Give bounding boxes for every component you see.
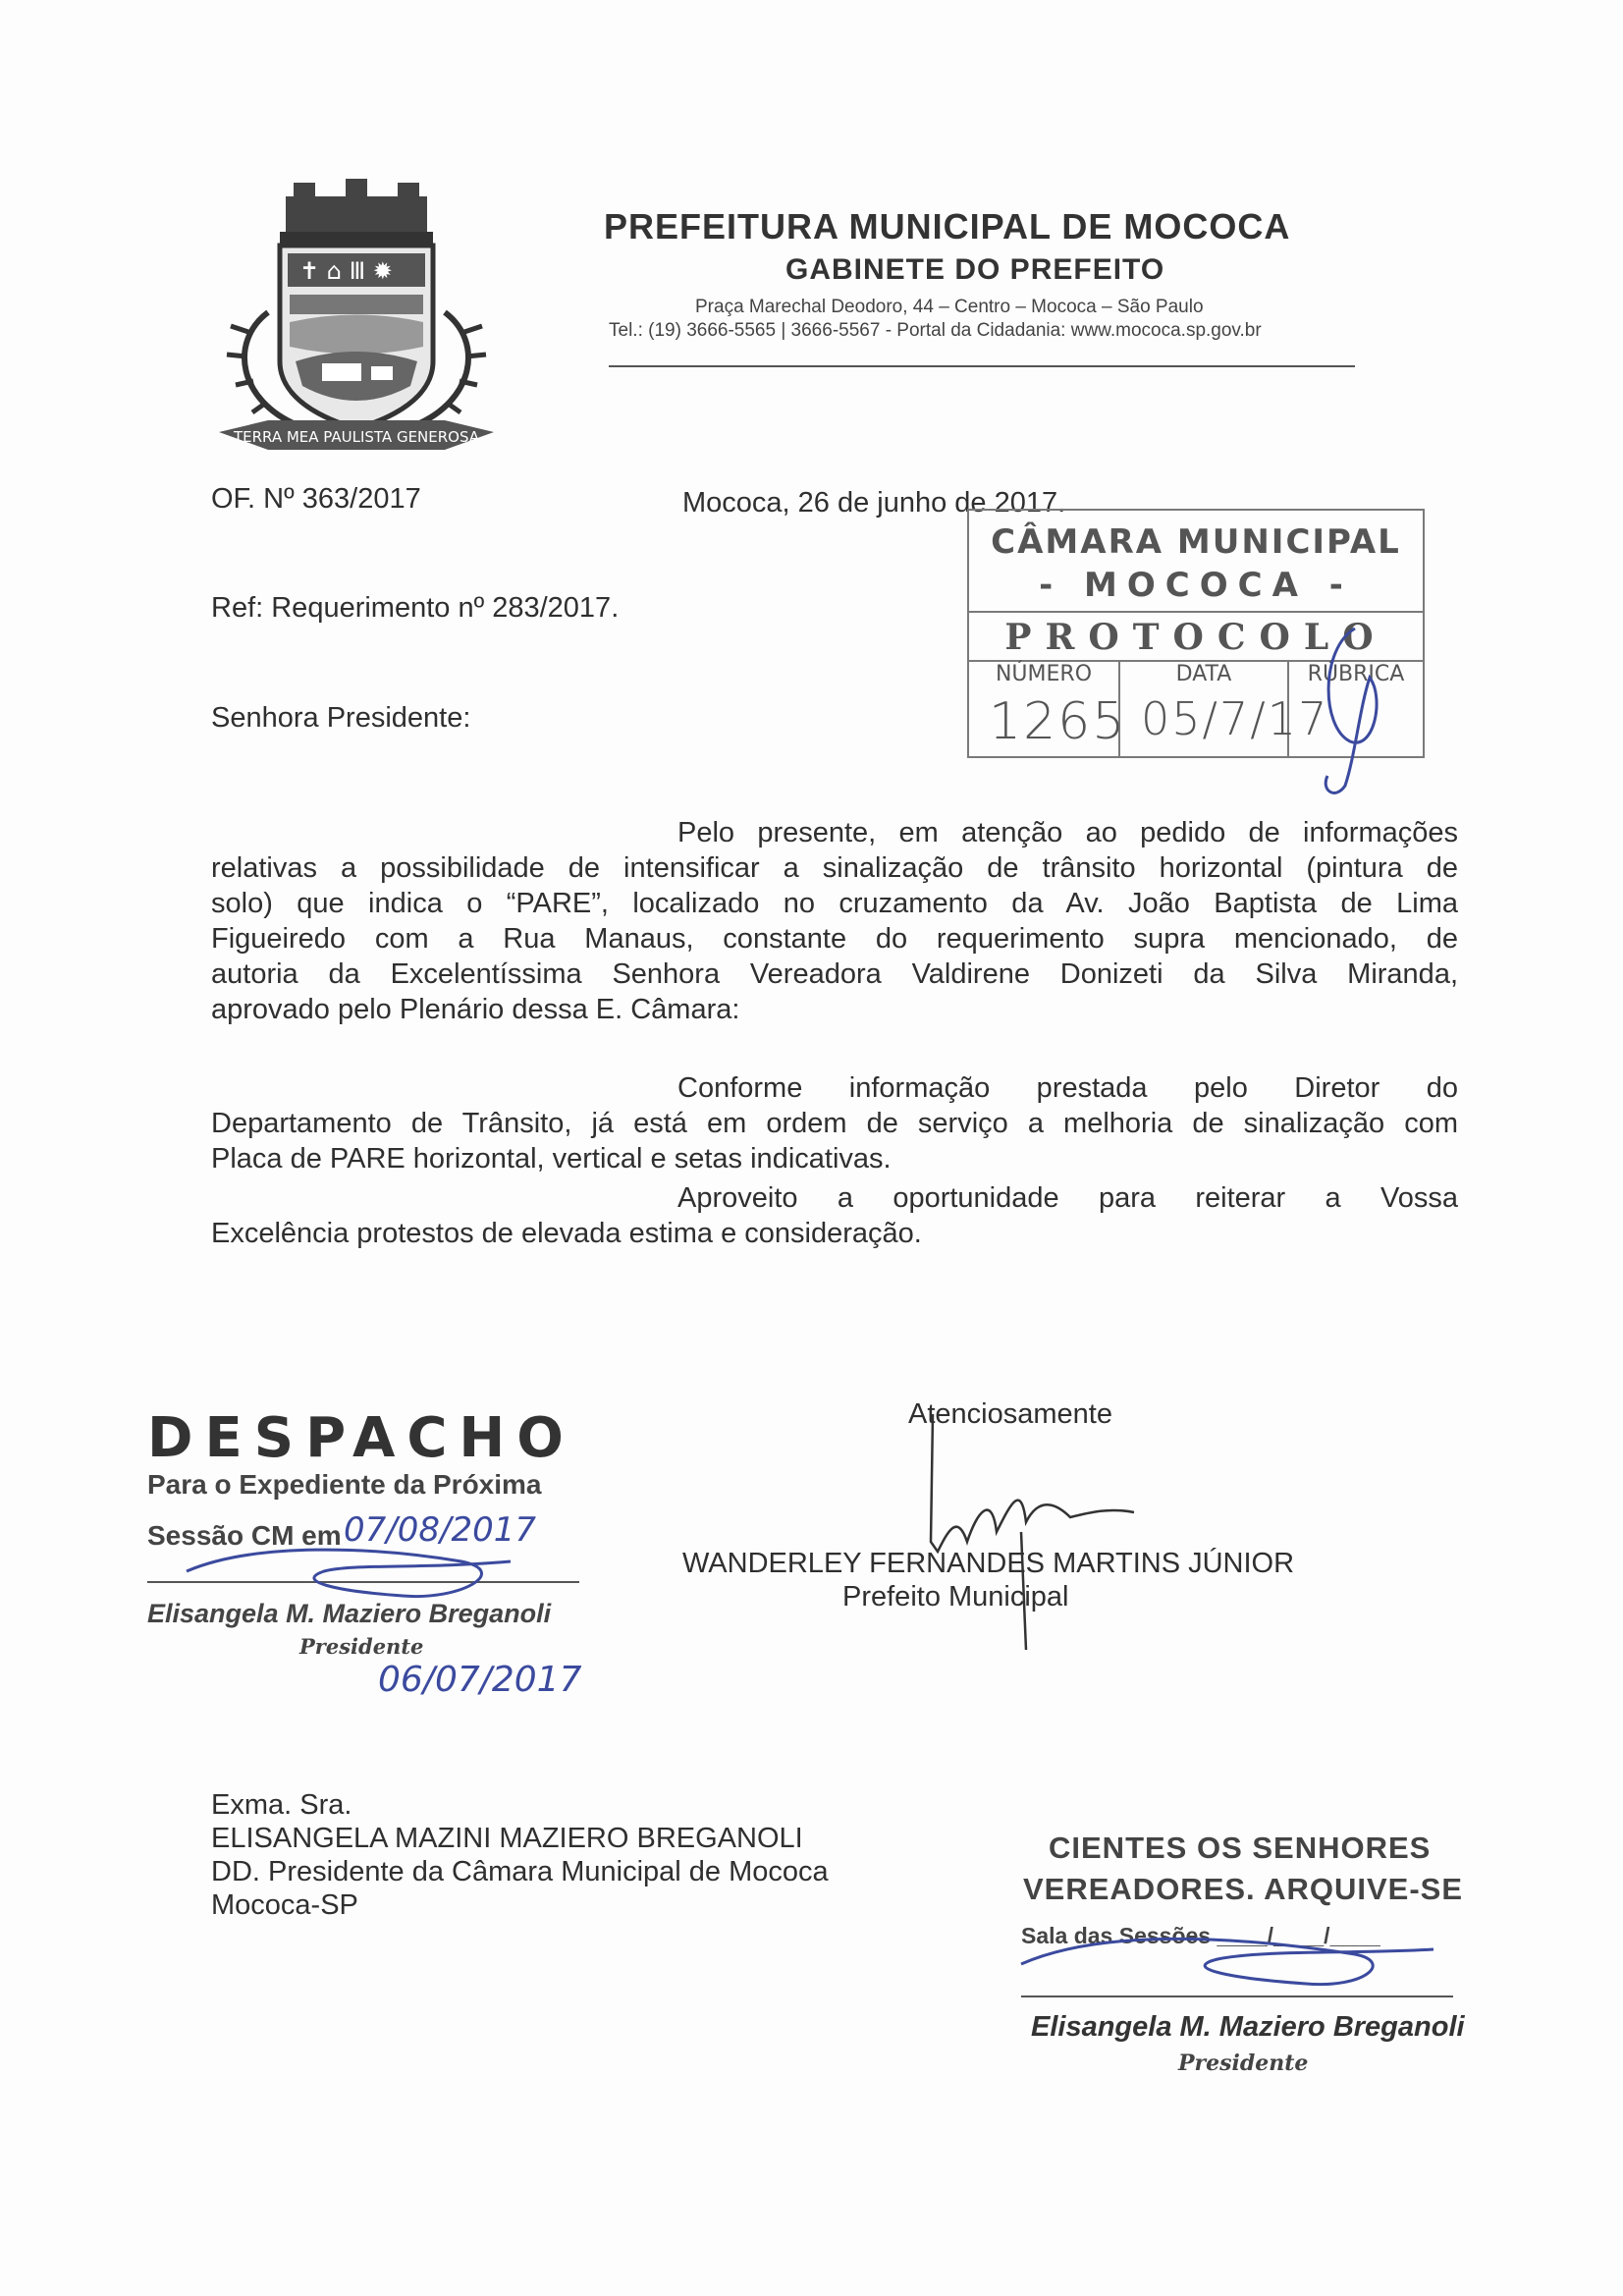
cientes-line1: CIENTES OS SENHORES — [1049, 1831, 1432, 1865]
stamp-chamber: CÂMARA MUNICIPAL — [991, 522, 1401, 562]
stamp-date-value: 05/7/17 — [1141, 692, 1329, 745]
header-title: PREFEITURA MUNICIPAL DE MOCOCA — [604, 206, 1291, 246]
despacho-session-date: 07/08/2017 — [344, 1510, 536, 1550]
recipient-line: DD. Presidente da Câmara Municipal de Mococa — [211, 1856, 829, 1887]
place-date: Mococa, 26 de junho de 2017. — [682, 487, 1066, 519]
cientes-signature — [1021, 1939, 1434, 1984]
letter-number: OF. Nº 363/2017 — [211, 483, 421, 515]
header-subtitle: GABINETE DO PREFEITO — [785, 253, 1165, 286]
stamp-col-date: DATA — [1120, 662, 1289, 756]
p2-line: Conforme informação prestada pelo Diretor do — [677, 1072, 1458, 1104]
p2-line: Departamento de Trânsito, já está em ordem de serviço a melhoria de sinalização com — [211, 1108, 1458, 1139]
cientes-name: Elisangela M. Maziero Breganoli — [1031, 2011, 1465, 2043]
closing: Atenciosamente — [908, 1398, 1112, 1430]
salutation: Senhora Presidente: — [211, 702, 471, 734]
p2-line: Placa de PARE horizontal, vertical e setas indicativas. — [211, 1143, 892, 1175]
p3-line: Aproveito a oportunidade para reiterar a Vossa — [677, 1182, 1458, 1214]
mayor-signature — [931, 1414, 1134, 1552]
stamp-protocol: PROTOCOLO — [1004, 617, 1387, 658]
p1-line: autoria da Excelentíssima Senhora Vereadora Valdirene Donizeti da Silva Miranda, — [211, 958, 1458, 990]
svg-text:✝ ⌂ Ⅲ ✹: ✝ ⌂ Ⅲ ✹ — [299, 257, 393, 285]
signer-title: Prefeito Municipal — [842, 1581, 1069, 1613]
p3-line: Excelência protestos de elevada estima e consideração. — [211, 1218, 922, 1249]
signer-name: WANDERLEY FERNANDES MARTINS JÚNIOR — [682, 1548, 1295, 1579]
header-address: Praça Marechal Deodoro, 44 – Centro – Mococa – São Paulo — [695, 297, 1204, 317]
despacho-title: DESPACHO — [147, 1406, 575, 1470]
despacho-signed-date: 06/07/2017 — [378, 1660, 582, 1700]
protocol-rubric-signature — [1325, 629, 1377, 793]
despacho-line1: Para o Expediente da Próxima — [147, 1469, 542, 1500]
cientes-line2: VEREADORES. ARQUIVE-SE — [1023, 1872, 1464, 1906]
p1-line: Pelo presente, em atenção ao pedido de informações — [677, 817, 1458, 848]
stamp-number-value: 1265 — [989, 692, 1127, 751]
stamp-city: - MOCOCA - — [1039, 566, 1353, 605]
cientes-role: Presidente — [1178, 2050, 1309, 2076]
cientes-line3: Sala das Sessões ____/____/____ — [1021, 1923, 1380, 1948]
p1-line: Figueiredo com a Rua Manaus, constante do requerimento supra mencionado, de — [211, 923, 1458, 955]
crest-motto: TERRA MEA PAULISTA GENEROSA — [233, 428, 480, 446]
header-contact: Tel.: (19) 3666-5565 | 3666-5567 - Portal da Cidadania: www.mococa.sp.gov.br — [609, 320, 1262, 341]
despacho-signature — [187, 1550, 511, 1596]
recipient-line: Mococa-SP — [211, 1889, 358, 1921]
p1-line: solo) que indica o “PARE”, localizado no cruzamento da Av. João Baptista de Lima — [211, 888, 1458, 919]
letter-reference: Ref: Requerimento nº 283/2017. — [211, 592, 620, 624]
stamp-col-signature: RÚBRICA — [1307, 662, 1405, 686]
recipient-line: ELISANGELA MAZINI MAZIERO BREGANOLI — [211, 1823, 803, 1854]
despacho-line2: Sessão CM em — [147, 1520, 342, 1551]
p1-line: relativas a possibilidade de intensificar a sinalização de trânsito horizontal (pintura de — [211, 852, 1458, 884]
stamp-col-number: NÚMERO — [969, 662, 1120, 756]
p1-line: aprovado pelo Plenário dessa E. Câmara: — [211, 994, 740, 1025]
despacho-role: Presidente — [299, 1634, 424, 1659]
recipient-line: Exma. Sra. — [211, 1789, 352, 1821]
despacho-name: Elisangela M. Maziero Breganoli — [147, 1599, 552, 1628]
